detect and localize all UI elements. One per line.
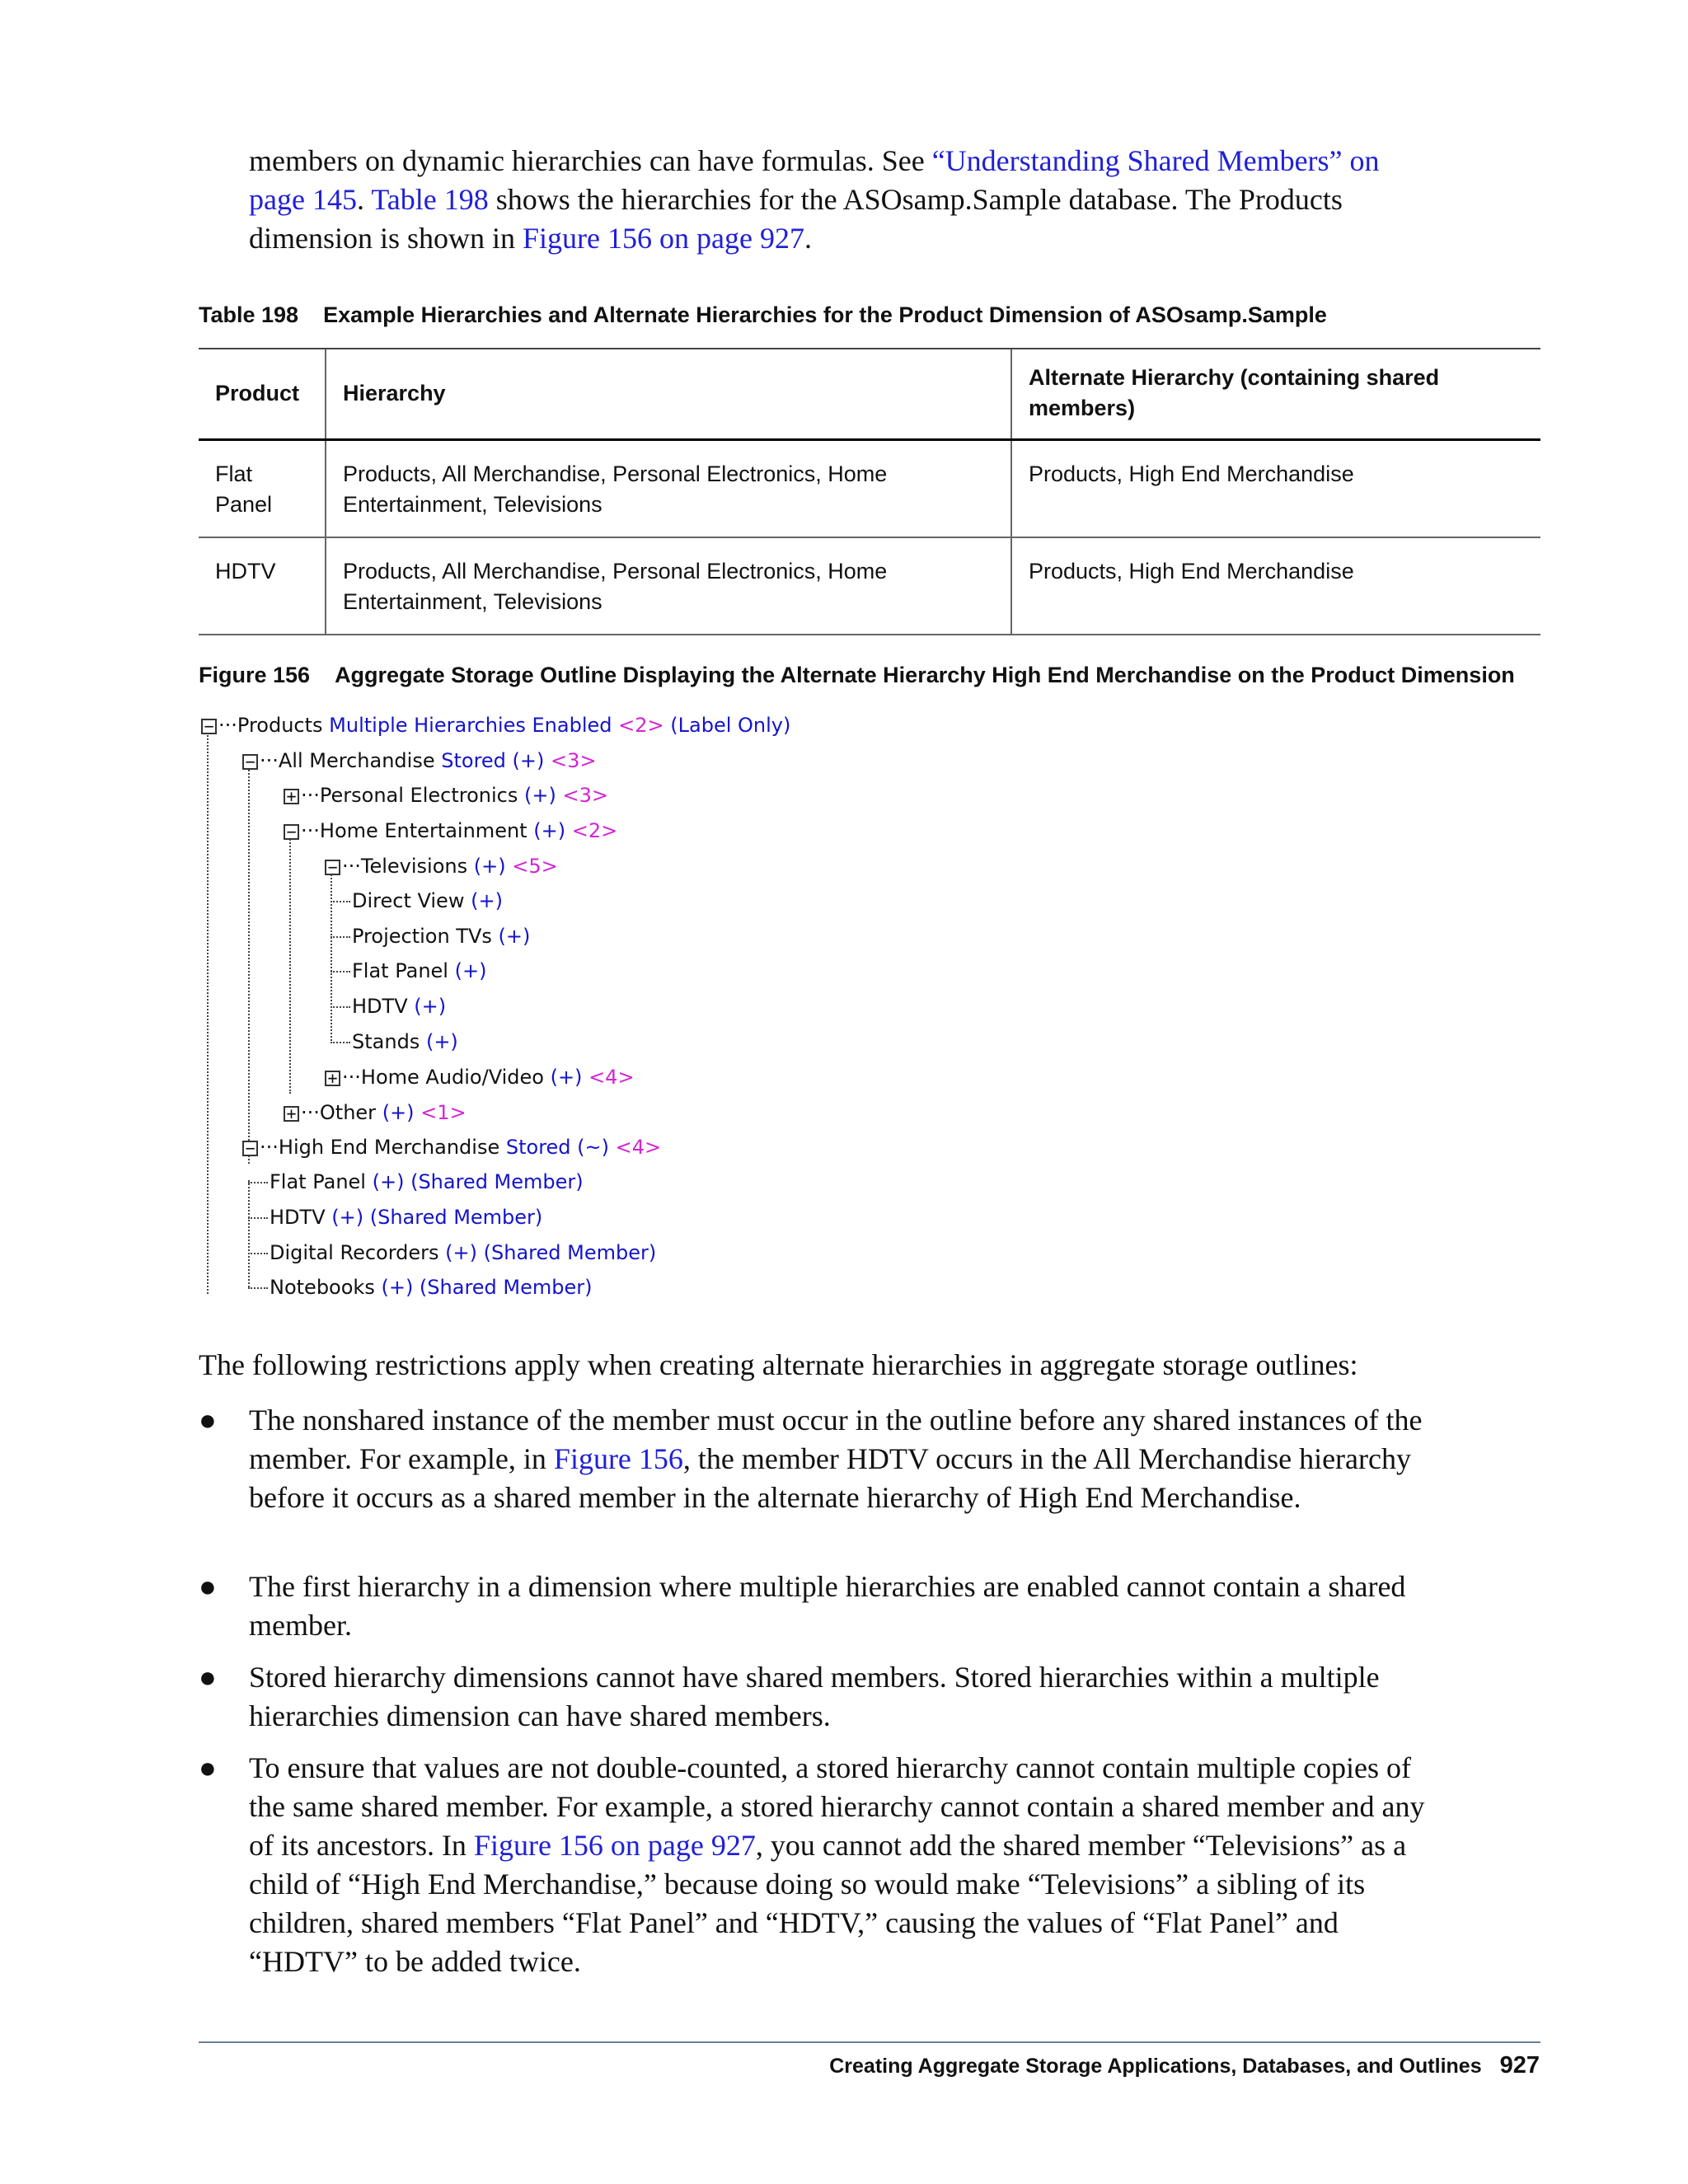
node-property: (+) (Shared Member) [381,1276,593,1299]
bullet-text-part: To ensure that values are not double-counted, a stored hierarchy cannot contain multiple copies of the same shared member. For example, a stored hierarchy cannot contain a shared member and any of its ancestors. In [249,1751,1425,1862]
node-child-count: <4> [615,1136,662,1159]
node-property: (Label Only) [670,714,791,737]
collapse-icon[interactable]: − [242,754,258,770]
node-child-count: <2> [571,819,618,842]
tree-connector [331,1006,350,1008]
table-cell: HDTV [199,537,326,635]
column-header: Hierarchy [326,349,1011,440]
node-name: Products [237,714,323,737]
collapse-icon[interactable]: − [242,1141,258,1156]
table-cell: Products, All Merchandise, Personal Electronics, Home Entertainment, Televisions [326,440,1011,538]
table-cell: Products, All Merchandise, Personal Electronics, Home Entertainment, Televisions [326,537,1011,635]
page-number: 927 [1499,2052,1540,2079]
footer-title: Creating Aggregate Storage Applications, Databases, and Outlines [829,2055,1482,2078]
tree-node-shared-notebooks[interactable] [270,1274,593,1301]
tree-node-personal-electronics[interactable]: ···Personal Electronics (+) <3> [301,784,608,807]
node-property: (+) [550,1066,583,1089]
tree-connector [248,1287,268,1289]
link-figure-156[interactable]: Figure 156 [553,1442,683,1475]
tree-node-high-end-merchandise[interactable]: ···High End Merchandise Stored (~) <4> [260,1136,662,1159]
table-cell: Flat Panel [199,440,326,538]
bullet-marker: ● [199,1404,217,1436]
hierarchy-table [199,348,1540,635]
node-property: (+) [425,1030,458,1053]
footer-rule [199,2041,1540,2043]
table-header-row [199,349,1540,440]
node-name: Digital Recorders [270,1241,439,1264]
link-figure-156[interactable]: Figure 156 on page 927 [523,222,804,255]
node-property: (+) (Shared Member) [445,1241,657,1264]
column-header: Alternate Hierarchy (containing shared members) [1011,349,1540,440]
tree-connector [248,1180,250,1287]
node-name: Flat Panel [352,959,448,982]
tree-connector [248,1253,268,1254]
tree-connector [248,1217,268,1219]
intro-text: shows the hierarchies for the ASOsamp.Sample database. The Products dimension is shown in [249,183,1343,255]
table-row [199,537,1540,635]
page-footer [829,2052,1540,2079]
restrictions-intro: The following restrictions apply when creating alternate hierarchies in aggregate storage outlines: [199,1348,1358,1381]
tree-node-stands[interactable] [352,1029,458,1055]
intro-text: . [804,222,812,255]
node-name: Home Entertainment [319,819,528,842]
bullet-text-part: , you cannot add the shared member “Televisions” as a child of “High End Merchandise,” because doing so would make “Televisions” a sibling of its children, shared members “Flat Panel” and “HDTV,” causing the values of “Flat Panel” and “HDTV” to be added twice. [249,1829,1407,1978]
tree-node-direct-view[interactable] [352,888,503,914]
node-property: (+) [414,995,447,1018]
column-header: Product [199,349,326,440]
node-property: (+) [533,819,566,842]
tree-node-all-merchandise[interactable]: ···All Merchandise Stored (+) <3> [260,749,597,772]
node-child-count: <1> [420,1101,467,1124]
node-child-count: <3> [551,749,597,772]
bullet-text-part: The nonshared instance of the member must occur in the outline before any shared instances of the member. For example, in [249,1404,1423,1475]
figure-caption [199,663,1515,688]
node-property: (+) (Shared Member) [372,1170,584,1193]
tree-node-projection-tvs[interactable] [352,923,530,949]
node-name: Personal Electronics [319,784,518,807]
node-name: Flat Panel [270,1170,366,1193]
collapse-icon[interactable]: − [325,860,340,875]
tree-node-flat-panel[interactable] [352,958,486,984]
expand-icon[interactable]: + [284,1106,299,1122]
node-property: (+) [471,889,503,912]
node-name: Other [319,1101,377,1124]
node-name: Televisions [360,855,468,878]
figure-caption-text: Aggregate Storage Outline Displaying the Alternate Hierarchy High End Merchandise on the Product Dimension [335,663,1515,687]
node-name: Stands [352,1030,420,1053]
node-property: (+) [382,1101,415,1124]
expand-icon[interactable]: + [325,1071,340,1086]
bullet-text: The first hierarchy in a dimension where multiple hierarchies are enabled cannot contain a shared member. [249,1570,1406,1642]
node-name: All Merchandise [278,749,435,772]
bullet-marker: ● [199,1751,217,1784]
tree-node-shared-digital-recorders[interactable] [270,1240,656,1266]
node-name: Direct View [352,889,465,912]
bullet-text [249,1749,1428,1981]
link-table-198[interactable]: Table 198 [371,183,489,216]
node-property: (+) [473,855,506,878]
bullet-marker: ● [199,1570,217,1603]
bullet-text: Stored hierarchy dimensions cannot have shared members. Stored hierarchies within a multiple hierarchies dimension can have shared members. [249,1661,1380,1732]
tree-node-hdtv[interactable] [352,993,446,1019]
tree-node-shared-hdtv[interactable] [270,1204,542,1230]
node-child-count: <4> [588,1066,635,1089]
intro-paragraph [249,142,1403,258]
tree-connector [248,760,250,1164]
node-property: (+) [454,959,487,982]
tree-connector [207,725,209,1294]
table-caption-number: Table 198 [199,302,299,327]
table-caption [199,302,1327,328]
tree-node-other[interactable]: ···Other (+) <1> [301,1101,467,1124]
node-name: Home Audio/Video [360,1066,544,1089]
tree-node-televisions[interactable]: ···Televisions (+) <5> [342,855,558,878]
expand-icon[interactable]: + [284,789,299,804]
tree-connector [331,936,350,938]
node-property: (+) (Shared Member) [331,1206,543,1229]
node-child-count: <5> [512,855,558,878]
node-name: Notebooks [270,1276,375,1299]
node-name: High End Merchandise [278,1136,500,1159]
table-cell: Products, High End Merchandise [1011,440,1540,538]
tree-node-home-entertainment[interactable]: ···Home Entertainment (+) <2> [301,819,618,842]
node-child-count: <3> [562,784,608,807]
tree-node-shared-flat-panel[interactable] [270,1169,584,1195]
tree-connector [248,1182,268,1183]
intro-text: members on dynamic hierarchies can have formulas. See [249,144,932,177]
tree-connector [331,865,332,1043]
node-property: Stored (+) [441,749,545,772]
table-cell: Products, High End Merchandise [1011,537,1540,635]
table-caption-text: Example Hierarchies and Alternate Hierarchies for the Product Dimension of ASOsamp.Sample [323,302,1327,327]
tree-node-products[interactable]: ···Products Multiple Hierarchies Enabled <2> (Label Only) [218,714,791,737]
tree-node-home-audio-video[interactable]: ···Home Audio/Video (+) <4> [342,1066,635,1089]
node-child-count: <2> [618,714,664,737]
bullet-text [249,1401,1428,1517]
tree-connector [289,830,291,1094]
node-property: (+) [524,784,556,807]
figure-caption-number: Figure 156 [199,663,311,687]
collapse-icon[interactable]: − [284,824,299,840]
bullet-text-part: , the member HDTV occurs in the All Merchandise hierarchy before it occurs as a shared member in the alternate hierarchy of High End Merchandise. [249,1442,1411,1514]
collapse-icon[interactable]: − [201,719,217,734]
node-name: Projection TVs [352,925,492,948]
outline-tree [199,709,940,1302]
tree-connector [331,971,350,972]
tree-connector [331,1042,350,1043]
node-property: Stored (~) [505,1136,610,1159]
intro-text: . [356,183,372,216]
link-understanding-shared-members[interactable]: “Understanding Shared Members” on page 145 [249,144,1380,216]
bullet-marker: ● [199,1661,217,1694]
node-name: HDTV [352,995,408,1018]
node-property: Multiple Hierarchies Enabled [329,714,612,737]
table-row [199,440,1540,538]
node-name: HDTV [270,1206,326,1229]
tree-connector [331,901,350,902]
node-property: (+) [498,925,531,948]
link-figure-156-page-927[interactable]: Figure 156 on page 927 [473,1829,756,1862]
